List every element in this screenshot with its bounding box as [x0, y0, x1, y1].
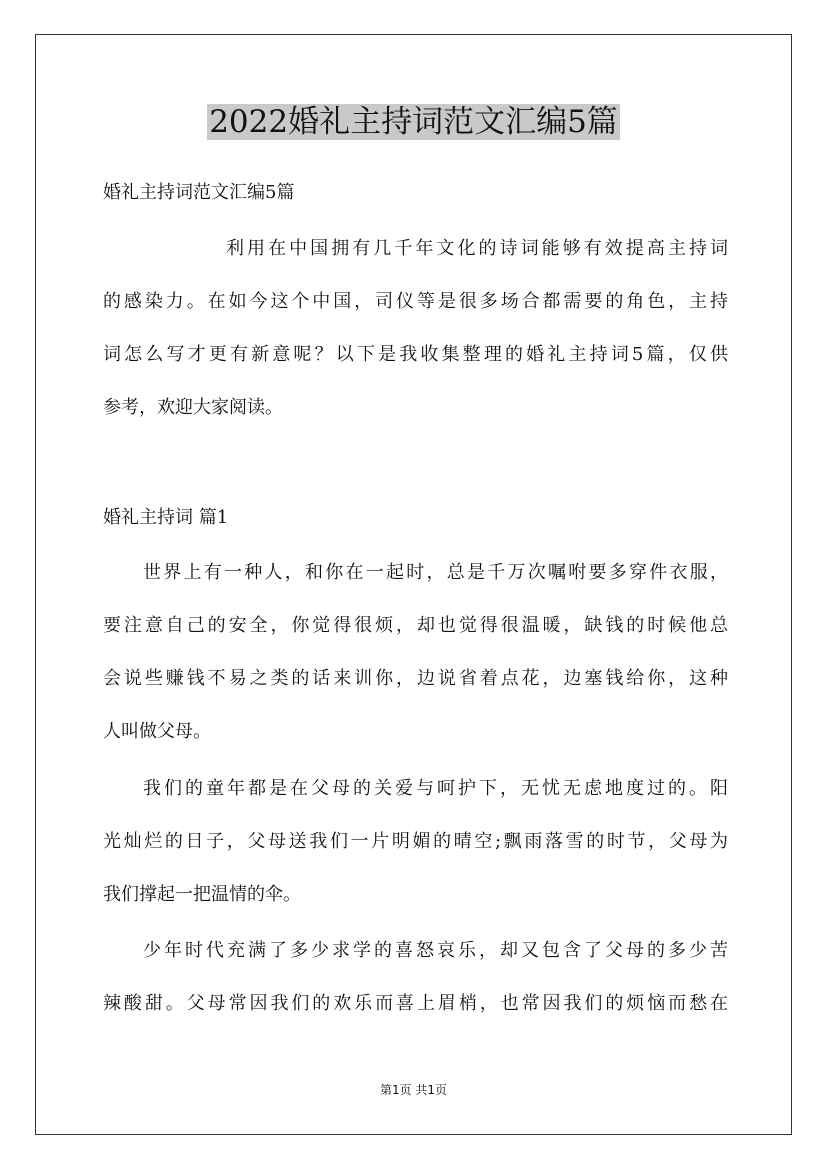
paragraph1-line-3: 会说些赚钱不易之类的话来训你，边说省着点花，边塞钱给你，这种 — [103, 668, 728, 689]
paragraph3-line-1: 少年时代充满了多少求学的喜怒哀乐，却又包含了父母的多少苦 — [143, 940, 728, 961]
intro-line-4: 参考，欢迎大家阅读。 — [103, 397, 283, 418]
intro-line-3: 词怎么写才更有新意呢？以下是我收集整理的婚礼主持词5篇，仅供 — [103, 344, 728, 365]
paragraph2-line-2: 光灿烂的日子，父母送我们一片明媚的晴空;飘雨落雪的时节，父母为 — [103, 831, 728, 852]
paragraph2-line-3: 我们撑起一把温情的伞。 — [103, 884, 301, 905]
paragraph1-line-1: 世界上有一种人，和你在一起时，总是千万次嘱咐要多穿件衣服， — [143, 562, 728, 583]
paragraph2-line-1: 我们的童年都是在父母的关爱与呵护下，无忧无虑地度过的。阳 — [143, 778, 728, 799]
intro-line-2: 的感染力。在如今这个中国，司仪等是很多场合都需要的角色，主持 — [103, 291, 728, 312]
paragraph1-line-2: 要注意自己的安全，你觉得很烦，却也觉得很温暖，缺钱的时候他总 — [103, 615, 728, 636]
section-heading: 婚礼主持词 篇1 — [103, 507, 229, 528]
paragraph3-line-2: 辣酸甜。父母常因我们的欢乐而喜上眉梢，也常因我们的烦恼而愁在 — [103, 993, 728, 1014]
document-title-text: 2022婚礼主持词范文汇编5篇 — [209, 104, 618, 140]
document-title — [0, 101, 827, 143]
intro-line-1: 利用在中国拥有几千年文化的诗词能够有效提高主持词 — [226, 238, 728, 259]
page-footer: 第1页 共1页 — [379, 1083, 448, 1097]
document-subtitle: 婚礼主持词范文汇编5篇 — [103, 182, 295, 203]
paragraph1-line-4: 人叫做父母。 — [103, 721, 211, 742]
